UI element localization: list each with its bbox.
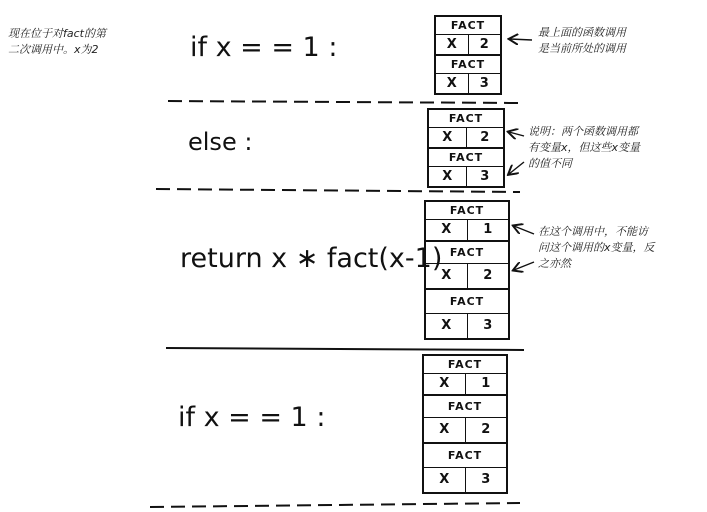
frame-var-name: X xyxy=(429,167,467,186)
frame-var-value: 2 xyxy=(481,422,491,437)
frame-title: FACT xyxy=(429,110,503,128)
dashed-separator xyxy=(168,101,518,103)
frame-var-name: X xyxy=(429,128,467,147)
frame-var-value: 3 xyxy=(480,169,490,184)
frame-var-name: X xyxy=(436,35,469,54)
arrow-icon xyxy=(514,226,534,234)
arrow-icon xyxy=(514,262,534,270)
frame-title: FACT xyxy=(424,356,506,374)
frame-title: FACT xyxy=(436,17,500,35)
intro-note-line2: 二次调用中。x为2 xyxy=(8,43,99,56)
frame-var-name: X xyxy=(426,314,468,338)
frame-var-value: 2 xyxy=(480,130,490,145)
solid-separator xyxy=(166,348,524,350)
frame-var-name: X xyxy=(424,374,466,394)
code-line-else: else : xyxy=(188,128,253,156)
frame-title: FACT xyxy=(436,56,500,74)
annotation-line: 最上面的函数调用 xyxy=(538,26,626,39)
frame-var-value: 1 xyxy=(481,376,491,391)
frame-var-value: 3 xyxy=(483,318,493,333)
frame-var-name: X xyxy=(424,468,466,492)
annotation-line: 有变量x，但这些x变量 xyxy=(528,141,641,154)
arrow-icon xyxy=(509,132,524,136)
frame-title: FACT xyxy=(426,290,508,314)
frame-title: FACT xyxy=(424,396,506,418)
code-line-if-2: if x = = 1 : xyxy=(178,402,326,433)
frame-var-value: 2 xyxy=(483,268,493,283)
frame-var-value: 3 xyxy=(479,76,489,91)
frame-var-value: 2 xyxy=(479,37,489,52)
frame-var-name: X xyxy=(424,418,466,442)
dashed-separator xyxy=(156,189,520,192)
intro-note-line1: 现在位于对fact的第 xyxy=(8,27,106,40)
frame-var-name: X xyxy=(436,74,469,93)
annotation-line: 的值不同 xyxy=(528,157,572,170)
frame-title: FACT xyxy=(424,444,506,468)
frame-var-name: X xyxy=(426,264,468,288)
annotation-line: 之亦然 xyxy=(538,257,571,270)
annotation-line: 在这个调用中，不能访 xyxy=(538,225,648,238)
code-line-if-1: if x = = 1 : xyxy=(190,32,338,63)
arrow-icon xyxy=(510,39,532,40)
code-line-return: return x ∗ fact(x-1) xyxy=(180,243,443,274)
frame-var-name: X xyxy=(426,220,468,240)
arrow-icon xyxy=(509,162,524,174)
frame-var-value: 1 xyxy=(483,222,493,237)
dashed-separator xyxy=(150,503,520,507)
annotation-line: 是当前所处的调用 xyxy=(538,42,626,55)
annotation-line: 说明：两个函数调用都 xyxy=(528,125,638,138)
frame-var-value: 3 xyxy=(481,472,491,487)
frame-title: FACT xyxy=(426,242,508,264)
annotation-line: 问这个调用的x变量，反 xyxy=(538,241,655,254)
frame-title: FACT xyxy=(429,149,503,167)
frame-title: FACT xyxy=(426,202,508,220)
